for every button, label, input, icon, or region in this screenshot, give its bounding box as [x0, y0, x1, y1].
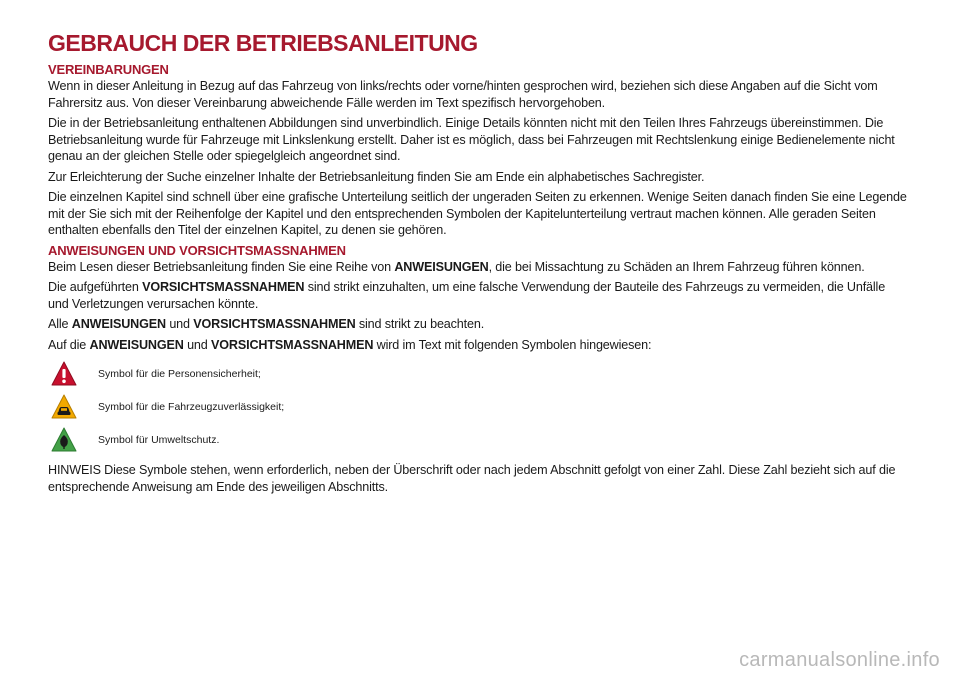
paragraph: Zur Erleichterung der Suche einzelner Inhalte der Betriebsanleitung finden Sie am Ende ein alphabetisches Sachregister.: [48, 169, 705, 184]
watermark: carmanualsonline.info: [739, 649, 940, 671]
vehicle-icon: [48, 392, 80, 422]
document-page: [48, 30, 908, 499]
symbol-row: [48, 423, 908, 456]
section-heading-vereinbarungen: VEREINBARUNGEN: [48, 62, 169, 77]
symbol-label: Symbol für die Personensicherheit;: [98, 367, 261, 380]
symbol-label: Symbol für die Fahrzeugzuverlässigkeit;: [98, 400, 285, 413]
symbol-row: [48, 390, 908, 423]
paragraph: Wenn in dieser Anleitung in Bezug auf das Fahrzeug von links/rechts oder vorne/hinten gesprochen wird, beziehen sich diese Angaben auf die Sicht vom Fahrersitz aus. Von dieser Vereinbarung abweichende Fälle werden im Text spezifisch hervorgehoben.: [48, 79, 878, 110]
warning-person-icon: [48, 359, 80, 389]
page-title: GEBRAUCH DER BETRIEBSANLEITUNG: [48, 30, 478, 56]
environment-icon: [48, 425, 80, 455]
paragraph: Auf die ANWEISUNGEN und VORSICHTSMASSNAHMEN wird im Text mit folgenden Symbolen hingewiesen:: [48, 337, 652, 352]
symbol-label: Symbol für Umweltschutz.: [98, 433, 220, 446]
paragraph: Die in der Betriebsanleitung enthaltenen Abbildungen sind unverbindlich. Einige Details könnten nicht mit den Teilen Ihres Fahrzeugs übereinstimmen. Die Betriebsanleitung wurde für Fahrzeuge mit Linkslenkung erstellt. Daher ist es möglich, dass bei Fahrzeugen mit Rechtslenkung einige Bedienelemente nicht genau an der gleichen Stelle oder spiegelgleich angeordnet sind.: [48, 116, 895, 163]
symbol-row: [48, 357, 908, 390]
section-heading-anweisungen: ANWEISUNGEN UND VORSICHTSMASSNAHMEN: [48, 242, 346, 258]
paragraph: Die einzelnen Kapitel sind schnell über eine grafische Unterteilung seitlich der ungeraden Seiten zu erkennen. Wenige Seiten danach finden Sie eine Legende mit der Sie sich mit der Reihenfolge der Kapitel und den entsprechenden Symbolen der Kapitelunterteilung vertraut machen können. Alle geraden Seiten enthalten ebenfalls den Titel der einzelnen Kapitel, zu denen sie gehören.: [48, 190, 907, 237]
paragraph: Alle ANWEISUNGEN und VORSICHTSMASSNAHMEN sind strikt zu beachten.: [48, 317, 485, 331]
symbol-legend: [48, 357, 908, 456]
paragraph: Beim Lesen dieser Betriebsanleitung finden Sie eine Reihe von ANWEISUNGEN, die bei Missachtung zu Schäden an Ihrem Fahrzeug führen können.: [48, 259, 865, 274]
note-paragraph: HINWEIS Diese Symbole stehen, wenn erforderlich, neben der Überschrift oder nach jedem Abschnitt gefolgt von einer Zahl. Diese Zahl bezieht sich auf die entsprechende Anweisung am Ende des jeweiligen Abschnitts.: [48, 463, 896, 494]
paragraph: Die aufgeführten VORSICHTSMASSNAHMEN sind strikt einzuhalten, um eine falsche Verwendung der Bauteile des Fahrzeugs zu vermeiden, die Unfälle und Verletzungen verursachen könnte.: [48, 280, 886, 311]
